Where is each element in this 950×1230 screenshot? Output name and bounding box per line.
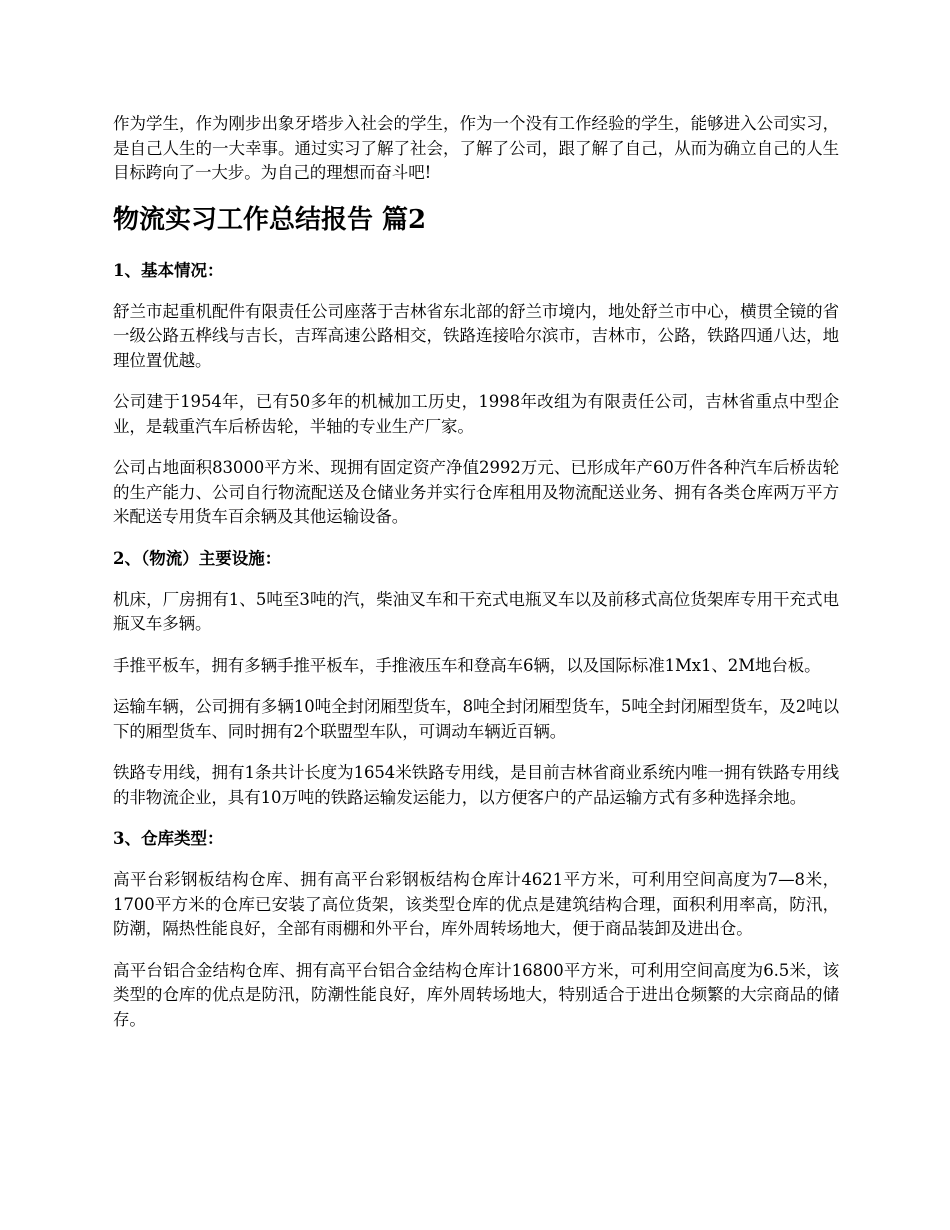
section1-title: 1、基本情况： — [113, 260, 224, 280]
section3-title: 3、仓库类型： — [113, 829, 224, 848]
section2-title: 2、（物流）主要设施： — [113, 548, 282, 568]
section1-paragraph-3: 公司占地面积83000平方米、现拥有固定资产净值2992万元、已形成年产60万件各种汽车后桥齿轮的生产能力、公司自行物流配送及仓储业务并实行仓库租用及物流配送业务、拥有各类仓库两万平方米配送专用货车百余辆及其他运输设备。 — [113, 458, 839, 526]
section2-paragraph-4: 铁路专用线，拥有1条共计长度为1654米铁路专用线，是目前吉林省商业系统内唯一拥有铁路专用线的非物流企业，具有10万吨的铁路运输发运能力，以方便客户的产品运输方式有多种选择余地。 — [113, 763, 839, 807]
section2-paragraph-1: 机床，厂房拥有1、5吨至3吨的汽，柴油叉车和干充式电瓶叉车以及前移式高位货架库专用干充式电瓶叉车多辆。 — [113, 589, 839, 633]
section3-paragraph-1: 高平台彩钢板结构仓库、拥有高平台彩钢板结构仓库计4621平方米，可利用空间高度为7—8米，1700平方米的仓库已安装了高位货架，该类型仓库的优点是建筑结构合理，面积利用率高，防汛，防潮，隔热性能良好，全部有雨棚和外平台，库外周转场地大，便于商品装卸及进出仓。 — [113, 870, 839, 938]
intro-paragraph: 作为学生，作为刚步出象牙塔步入社会的学生，作为一个没有工作经验的学生，能够进入公司实习，是自己人生的一大幸事。通过实习了解了社会，了解了公司，跟了解了自己，从而为确立自己的人生目标跨向了一大步。为自己的理想而奋斗吧! — [113, 114, 839, 182]
section2-paragraph-2: 手推平板车，拥有多辆手推平板车，手推液压车和登高车6辆，以及国际标准1Mx1、2M地台板。 — [113, 655, 821, 675]
section1-paragraph-2: 公司建于1954年，已有50多年的机械加工历史，1998年改组为有限责任公司，吉林省重点中型企业，是载重汽车后桥齿轮，半轴的专业生产厂家。 — [113, 392, 839, 436]
section3-paragraph-2: 高平台铝合金结构仓库、拥有高平台铝合金结构仓库计16800平方米，可利用空间高度为6.5米，该类型的仓库的优点是防汛，防潮性能良好，库外周转场地大，特别适合于进出仓频繁的大宗商品的储存。 — [113, 960, 839, 1029]
section-heading: 物流实习工作总结报告 篇2 — [113, 204, 427, 235]
section1-paragraph-1: 舒兰市起重机配件有限责任公司座落于吉林省东北部的舒兰市境内，地处舒兰市中心，横贯全镜的省一级公路五桦线与吉长，吉珲高速公路相交，铁路连接哈尔滨市，吉林市，公路，铁路四通八达，地理位置优越。 — [113, 301, 839, 370]
document-page — [113, 112, 839, 1049]
section2-paragraph-3: 运输车辆，公司拥有多辆10吨全封闭厢型货车，8吨全封闭厢型货车，5吨全封闭厢型货车，及2吨以下的厢型货车、同时拥有2个联盟型车队，可调动车辆近百辆。 — [113, 697, 839, 741]
